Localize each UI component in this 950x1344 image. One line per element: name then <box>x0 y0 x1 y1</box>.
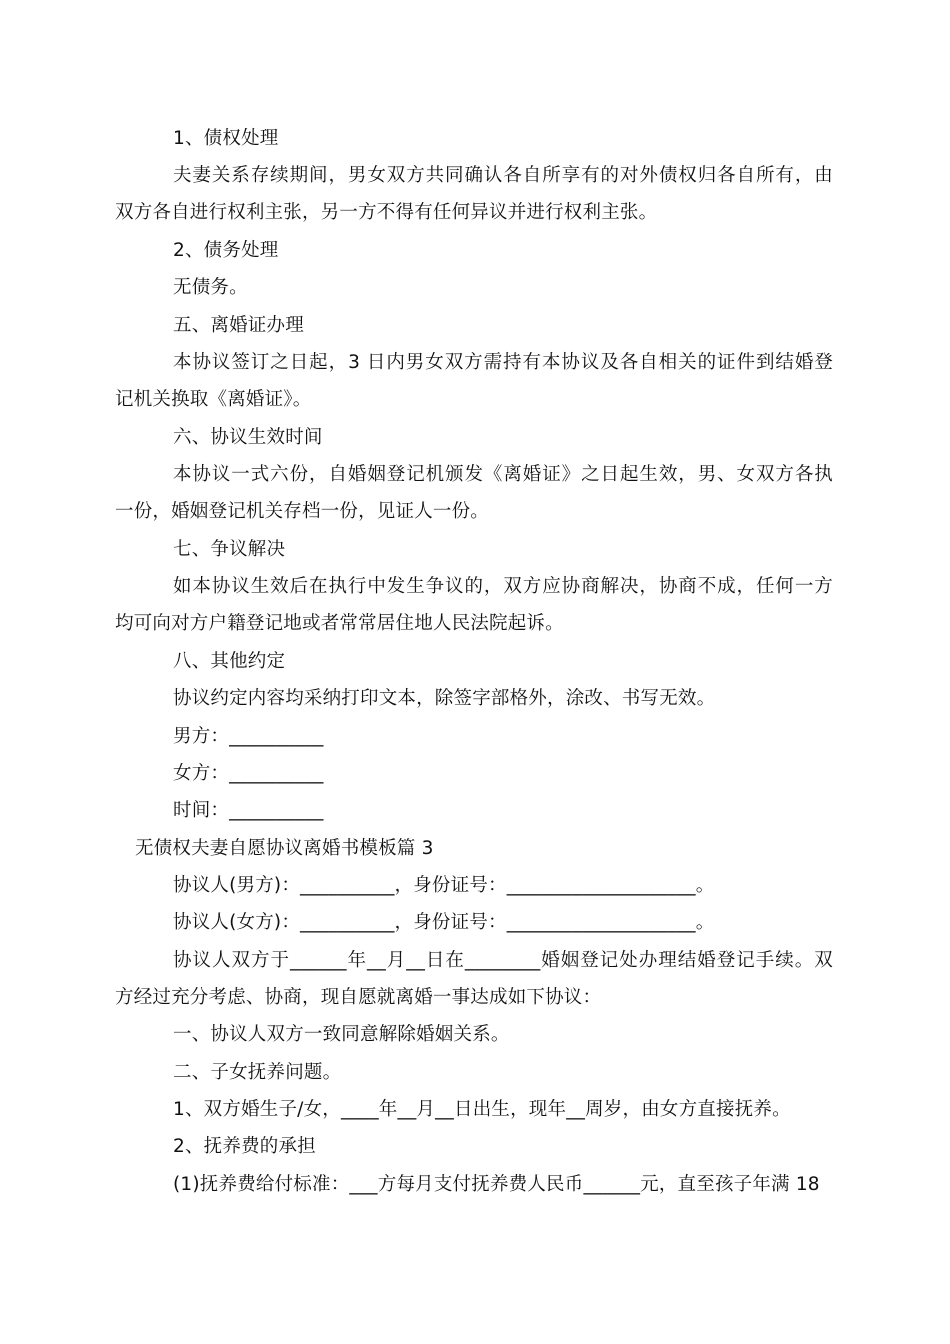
paragraph-section-5-line-2: 记机关换取《离婚证》。 <box>115 389 312 410</box>
signature-female: 女方：__________ <box>173 763 324 784</box>
paragraph-section-7-line-2: 均可向对方户籍登记地或者常常居住地人民法院起诉。 <box>115 613 564 634</box>
party-female: 协议人(女方)：__________，身份证号：____________________。 <box>173 912 715 933</box>
paragraph-claims-line-1: 夫妻关系存续期间，男女双方共同确认各自所享有的对外债权归各自所有，由 <box>173 165 833 186</box>
paragraph-claims-line-2: 双方各自进行权利主张，另一方不得有任何异议并进行权利主张。 <box>115 202 658 223</box>
paragraph-section-6-line-1: 本协议一式六份，自婚姻登记机颁发《离婚证》之日起生效，男、女双方各执 <box>173 464 833 485</box>
heading-claims: 1、债权处理 <box>173 128 279 149</box>
template-title-3: 无债权夫妻自愿协议离婚书模板篇 3 <box>135 838 434 859</box>
signature-date: 时间：__________ <box>173 800 324 821</box>
party-male: 协议人(男方)：__________，身份证号：____________________。 <box>173 875 715 896</box>
heading-section-7: 七、争议解决 <box>173 539 286 560</box>
clause-2: 二、子女抚养问题。 <box>173 1062 342 1083</box>
heading-child-support: 2、抚养费的承担 <box>173 1136 316 1157</box>
marriage-registration-line-1: 协议人双方于______年__月__日在________婚姻登记处办理结婚登记手续。双 <box>173 950 833 971</box>
heading-section-6: 六、协议生效时间 <box>173 427 323 448</box>
signature-male: 男方：__________ <box>173 726 324 747</box>
paragraph-debts: 无债务。 <box>173 277 248 298</box>
marriage-registration-line-2: 方经过充分考虑、协商，现自愿就离婚一事达成如下协议： <box>115 987 602 1008</box>
paragraph-section-7-line-1: 如本协议生效后在执行中发生争议的，双方应协商解决，协商不成，任何一方 <box>173 576 833 597</box>
heading-section-5: 五、离婚证办理 <box>173 315 304 336</box>
child-custody: 1、双方婚生子/女，____年__月__日出生，现年__周岁，由女方直接抚养。 <box>173 1099 791 1120</box>
heading-debts: 2、债务处理 <box>173 240 279 261</box>
clause-1: 一、协议人双方一致同意解除婚姻关系。 <box>173 1024 510 1045</box>
heading-section-8: 八、其他约定 <box>173 651 286 672</box>
child-support-standard: (1)抚养费给付标准：___方每月支付抚养费人民币______元，直至孩子年满 18 <box>173 1174 820 1195</box>
paragraph-section-6-line-2: 一份，婚姻登记机关存档一份，见证人一份。 <box>115 501 490 522</box>
paragraph-section-8: 协议约定内容均采纳打印文本，除签字部格外，涂改、书写无效。 <box>173 688 716 709</box>
paragraph-section-5-line-1: 本协议签订之日起，3 日内男女双方需持有本协议及各自相关的证件到结婚登 <box>173 352 833 373</box>
